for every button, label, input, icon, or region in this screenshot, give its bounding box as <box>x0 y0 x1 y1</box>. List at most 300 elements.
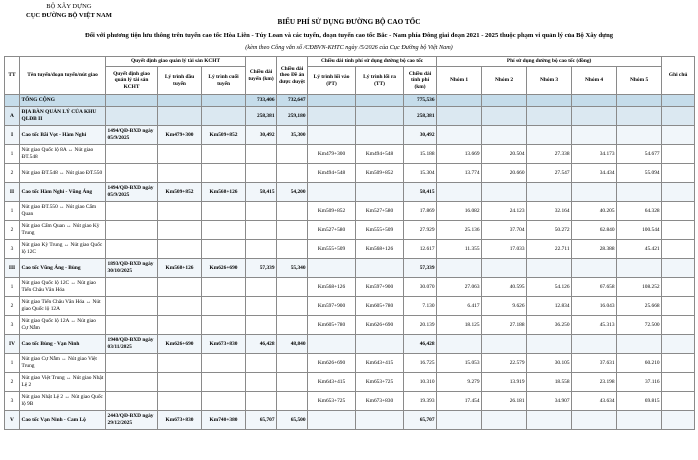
cell-decision <box>106 278 158 297</box>
cell-end: Km673+830 <box>202 335 246 354</box>
col-group-fee: Phí sử dụng đường bộ cao tốc (đồng) <box>437 57 662 67</box>
cell-nhom-2 <box>482 126 527 145</box>
table-row <box>5 221 695 240</box>
cell-nhom-1: 13.774 <box>437 164 482 183</box>
cell-project-length: 65,500 <box>277 411 308 430</box>
cell-project-length <box>277 202 308 221</box>
cell-nhom-2 <box>482 107 527 126</box>
cell-entry <box>308 411 356 430</box>
cell-start <box>158 392 202 411</box>
cell-project-length: 48,840 <box>277 335 308 354</box>
ministry-name: BỘ XÂY DỰNG <box>46 3 92 10</box>
cell-start <box>158 107 202 126</box>
cell-nhom-1 <box>437 335 482 354</box>
cell-nhom-3 <box>527 259 572 278</box>
cell-length <box>246 221 277 240</box>
cell-entry: Km479+300 <box>308 145 356 164</box>
cell-calc-length: 17.869 <box>404 202 437 221</box>
cell-decision: 1494/QĐ-BXD ngày 05/9/2025 <box>106 126 158 145</box>
cell-nhom-5 <box>617 126 662 145</box>
cell-end <box>202 202 246 221</box>
cell-nhom-4: 23.198 <box>572 373 617 392</box>
col-nhom-1: Nhóm 1 <box>437 67 482 95</box>
cell-exit: Km568+126 <box>356 240 404 259</box>
cell-nhom-3 <box>527 183 572 202</box>
cell-project-length <box>277 145 308 164</box>
cell-start <box>158 145 202 164</box>
cell-name: Nút giao ĐT.550 ↔ Nút giao Cẩm Quan <box>20 202 106 221</box>
cell-nhom-2: 26.181 <box>482 392 527 411</box>
cell-decision: 2443/QĐ-BXD ngày 29/12/2025 <box>106 411 158 430</box>
cell-exit <box>356 95 404 107</box>
cell-decision <box>106 392 158 411</box>
cell-nhom-2: 9.626 <box>482 297 527 316</box>
cell-entry: Km626+690 <box>308 354 356 373</box>
cell-nhom-3: 34.907 <box>527 392 572 411</box>
cell-start: Km479+300 <box>158 126 202 145</box>
cell-project-length <box>277 221 308 240</box>
cell-nhom-2: 13.919 <box>482 373 527 392</box>
cell-end <box>202 221 246 240</box>
col-note: Ghi chú <box>662 57 695 95</box>
cell-note <box>662 183 695 202</box>
cell-start <box>158 240 202 259</box>
cell-calc-length: 27.929 <box>404 221 437 240</box>
cell-exit <box>356 126 404 145</box>
table-row <box>5 202 695 221</box>
cell-end <box>202 278 246 297</box>
cell-end: Km740+380 <box>202 411 246 430</box>
cell-nhom-4: 43.634 <box>572 392 617 411</box>
cell-nhom-2: 17.033 <box>482 240 527 259</box>
cell-nhom-1 <box>437 183 482 202</box>
cell-name: TỔNG CỘNG <box>20 95 106 107</box>
cell-note <box>662 392 695 411</box>
cell-entry <box>308 126 356 145</box>
cell-calc-length: 30.070 <box>404 278 437 297</box>
cell-start <box>158 297 202 316</box>
cell-end <box>202 107 246 126</box>
cell-end <box>202 164 246 183</box>
table-row <box>5 240 695 259</box>
cell-name: Nút giao Nhật Lệ 2 ↔ Nút giao Quốc lộ 9B <box>20 392 106 411</box>
cell-decision <box>106 95 158 107</box>
cell-decision <box>106 164 158 183</box>
col-entry: Lý trình lối vào (PT) <box>308 67 356 95</box>
cell-nhom-5: 25.668 <box>617 297 662 316</box>
table-row-route <box>5 183 695 202</box>
cell-nhom-2: 24.123 <box>482 202 527 221</box>
cell-nhom-5: 100.544 <box>617 221 662 240</box>
cell-name: Nút giao Quốc lộ 8A ↔ Nút giao ĐT.548 <box>20 145 106 164</box>
cell-tt: 1 <box>5 278 20 297</box>
cell-nhom-4 <box>572 411 617 430</box>
cell-nhom-2: 22.579 <box>482 354 527 373</box>
cell-decision <box>106 145 158 164</box>
cell-name: Cao tốc Bùng - Vạn Ninh <box>20 335 106 354</box>
cell-length <box>246 316 277 335</box>
cell-start: Km626+690 <box>158 335 202 354</box>
cell-nhom-2 <box>482 183 527 202</box>
cell-nhom-1: 15.053 <box>437 354 482 373</box>
cell-length <box>246 278 277 297</box>
cell-start <box>158 221 202 240</box>
col-group-calc: Chiều dài tính phí sử dụng đường bộ cao tốc <box>308 57 437 67</box>
cell-tt: IV <box>5 335 20 354</box>
cell-end <box>202 95 246 107</box>
cell-nhom-1 <box>437 411 482 430</box>
cell-entry <box>308 259 356 278</box>
cell-nhom-1: 6.417 <box>437 297 482 316</box>
cell-nhom-3: 27.547 <box>527 164 572 183</box>
cell-exit: Km653+725 <box>356 373 404 392</box>
cell-end <box>202 240 246 259</box>
cell-note <box>662 145 695 164</box>
cell-calc-length: 10.310 <box>404 373 437 392</box>
cell-tt: 2 <box>5 297 20 316</box>
cell-entry: Km494+548 <box>308 164 356 183</box>
table-row <box>5 392 695 411</box>
col-decision: Quyết định giao quản lý tài sản KCHT <box>106 67 158 95</box>
cell-start <box>158 202 202 221</box>
cell-entry: Km555+509 <box>308 240 356 259</box>
cell-nhom-5: 69.815 <box>617 392 662 411</box>
cell-nhom-5 <box>617 335 662 354</box>
document-subtitle: Đối với phương tiện lưu thông trên tuyến cao tốc Hòa Liên - Túy Loan và các tuyến, đoạn tuyến cao tốc Bắc - Nam phía Đông giai đoạn 2021 - 2025 thuộc phạm vi quản lý của Bộ Xây dựng <box>84 32 614 39</box>
cell-nhom-4: 67.658 <box>572 278 617 297</box>
cell-nhom-1 <box>437 107 482 126</box>
cell-nhom-3 <box>527 126 572 145</box>
cell-end: Km509+852 <box>202 126 246 145</box>
cell-project-length <box>277 164 308 183</box>
fee-table <box>4 56 695 430</box>
cell-nhom-1: 13.669 <box>437 145 482 164</box>
cell-nhom-3: 22.711 <box>527 240 572 259</box>
cell-length <box>246 145 277 164</box>
cell-project-length: 259,180 <box>277 107 308 126</box>
cell-project-length: 732,647 <box>277 95 308 107</box>
cell-length: 46,428 <box>246 335 277 354</box>
cell-tt: 3 <box>5 240 20 259</box>
cell-nhom-3 <box>527 107 572 126</box>
cell-exit: Km673+830 <box>356 392 404 411</box>
cell-exit <box>356 107 404 126</box>
cell-note <box>662 278 695 297</box>
cell-note <box>662 202 695 221</box>
cell-tt: 3 <box>5 392 20 411</box>
cell-note <box>662 411 695 430</box>
cell-nhom-5: 45.421 <box>617 240 662 259</box>
cell-length <box>246 392 277 411</box>
cell-note <box>662 297 695 316</box>
cell-start: Km509+852 <box>158 183 202 202</box>
cell-calc-length: 57,339 <box>404 259 437 278</box>
cell-exit: Km597+900 <box>356 278 404 297</box>
cell-length <box>246 354 277 373</box>
cell-nhom-5: 72.500 <box>617 316 662 335</box>
cell-length: 733,406 <box>246 95 277 107</box>
cell-end <box>202 316 246 335</box>
cell-nhom-5: 37.116 <box>617 373 662 392</box>
cell-note <box>662 240 695 259</box>
cell-note <box>662 164 695 183</box>
cell-nhom-5: 54.677 <box>617 145 662 164</box>
cell-nhom-2 <box>482 335 527 354</box>
cell-name: Cao tốc Vạn Ninh - Cam Lộ <box>20 411 106 430</box>
cell-nhom-4 <box>572 259 617 278</box>
cell-name: Nút giao Cẩm Quan ↔ Nút giao Kỳ Trung <box>20 221 106 240</box>
cell-name: Nút giao Kỳ Trung ↔ Nút giao Quốc lộ 12C <box>20 240 106 259</box>
cell-tt: 1 <box>5 145 20 164</box>
cell-length: 65,707 <box>246 411 277 430</box>
cell-nhom-3 <box>527 335 572 354</box>
cell-calc-length: 15.188 <box>404 145 437 164</box>
cell-nhom-5: 60.210 <box>617 354 662 373</box>
cell-decision: 1494/QĐ-BXD ngày 05/9/2025 <box>106 183 158 202</box>
cell-nhom-3: 36.250 <box>527 316 572 335</box>
cell-project-length <box>277 240 308 259</box>
cell-entry <box>308 335 356 354</box>
cell-nhom-3: 54.126 <box>527 278 572 297</box>
cell-note <box>662 373 695 392</box>
table-row <box>5 297 695 316</box>
cell-exit <box>356 259 404 278</box>
cell-tt: 2 <box>5 221 20 240</box>
cell-tt: 2 <box>5 373 20 392</box>
col-nhom-2: Nhóm 2 <box>482 67 527 95</box>
table-row <box>5 316 695 335</box>
col-calc-length: Chiều dài tính phí (km) <box>404 67 437 95</box>
col-nhom-4: Nhóm 4 <box>572 67 617 95</box>
cell-nhom-4: 45.313 <box>572 316 617 335</box>
cell-tt: A <box>5 107 20 126</box>
cell-nhom-2 <box>482 95 527 107</box>
col-nhom-5: Nhóm 5 <box>617 67 662 95</box>
document-title: BIỂU PHÍ SỬ DỤNG ĐƯỜNG BỘ CAO TỐC <box>277 18 421 26</box>
cell-length: 30,492 <box>246 126 277 145</box>
cell-tt: 1 <box>5 354 20 373</box>
cell-project-length <box>277 392 308 411</box>
cell-decision <box>106 221 158 240</box>
cell-exit: Km494+548 <box>356 145 404 164</box>
cell-end <box>202 392 246 411</box>
cell-note <box>662 354 695 373</box>
cell-length <box>246 373 277 392</box>
cell-entry: Km597+900 <box>308 297 356 316</box>
cell-decision <box>106 107 158 126</box>
cell-tt: 2 <box>5 164 20 183</box>
cell-calc-length: 12.617 <box>404 240 437 259</box>
cell-calc-length: 16.725 <box>404 354 437 373</box>
cell-exit: Km527+580 <box>356 202 404 221</box>
cell-nhom-1 <box>437 259 482 278</box>
cell-entry: Km605+780 <box>308 316 356 335</box>
cell-entry: Km653+725 <box>308 392 356 411</box>
cell-exit: Km626+690 <box>356 316 404 335</box>
cell-name: Nút giao Quốc lộ 12A ↔ Nút giao Cự Nẫm <box>20 316 106 335</box>
cell-start <box>158 164 202 183</box>
table-row <box>5 278 695 297</box>
cell-decision <box>106 202 158 221</box>
cell-length <box>246 240 277 259</box>
cell-exit <box>356 335 404 354</box>
col-name: Tên tuyến/đoạn tuyến/nút giao <box>20 57 106 95</box>
cell-decision <box>106 297 158 316</box>
cell-end: Km626+690 <box>202 259 246 278</box>
cell-nhom-5 <box>617 107 662 126</box>
table-row-route <box>5 335 695 354</box>
cell-tt: 3 <box>5 316 20 335</box>
cell-end <box>202 297 246 316</box>
cell-start <box>158 95 202 107</box>
cell-name: Cao tốc Bãi Vọt - Hàm Nghi <box>20 126 106 145</box>
cell-nhom-1: 17.454 <box>437 392 482 411</box>
table-row <box>5 373 695 392</box>
table-row-route <box>5 259 695 278</box>
cell-start <box>158 373 202 392</box>
cell-project-length <box>277 297 308 316</box>
cell-note <box>662 221 695 240</box>
cell-name: Nút giao Quốc lộ 12C ↔ Nút giao Tiến Châu Văn Hóa <box>20 278 106 297</box>
cell-nhom-4: 28.388 <box>572 240 617 259</box>
cell-nhom-4 <box>572 335 617 354</box>
cell-nhom-1: 25.136 <box>437 221 482 240</box>
cell-note <box>662 335 695 354</box>
cell-entry <box>308 107 356 126</box>
col-end: Lý trình cuối tuyến <box>202 67 246 95</box>
cell-project-length <box>277 316 308 335</box>
cell-nhom-2: 27.188 <box>482 316 527 335</box>
cell-nhom-5 <box>617 259 662 278</box>
cell-decision <box>106 373 158 392</box>
cell-tt: 1 <box>5 202 20 221</box>
cell-nhom-5 <box>617 95 662 107</box>
cell-start <box>158 316 202 335</box>
cell-nhom-4: 37.631 <box>572 354 617 373</box>
cell-name: Nút giao Cự Nẫm ↔ Nút giao Việt Trung <box>20 354 106 373</box>
cell-nhom-3 <box>527 411 572 430</box>
cell-nhom-5: 64.328 <box>617 202 662 221</box>
cell-tt: III <box>5 259 20 278</box>
col-group-kcht: Quyết định giao quản lý tài sản KCHT <box>106 57 246 67</box>
cell-entry: Km509+852 <box>308 202 356 221</box>
cell-nhom-1 <box>437 95 482 107</box>
cell-note <box>662 126 695 145</box>
cell-note <box>662 95 695 107</box>
cell-nhom-4: 40.205 <box>572 202 617 221</box>
cell-tt <box>5 95 20 107</box>
cell-calc-length: 58,415 <box>404 183 437 202</box>
cell-nhom-4 <box>572 107 617 126</box>
cell-project-length <box>277 373 308 392</box>
col-start: Lý trình đầu tuyến <box>158 67 202 95</box>
cell-exit: Km643+415 <box>356 354 404 373</box>
cell-nhom-1: 18.125 <box>437 316 482 335</box>
table-row-route <box>5 411 695 430</box>
cell-exit: Km509+852 <box>356 164 404 183</box>
cell-decision <box>106 316 158 335</box>
cell-name: Nút giao ĐT.548 ↔ Nút giao ĐT.550 <box>20 164 106 183</box>
cell-nhom-5 <box>617 411 662 430</box>
cell-name: Cao tốc Vũng Áng - Bùng <box>20 259 106 278</box>
cell-note <box>662 107 695 126</box>
cell-name: Nút giao Việt Trung ↔ Nút giao Nhật Lệ 2 <box>20 373 106 392</box>
cell-entry: Km527+580 <box>308 221 356 240</box>
cell-nhom-5 <box>617 183 662 202</box>
cell-nhom-3: 18.558 <box>527 373 572 392</box>
cell-nhom-3: 32.164 <box>527 202 572 221</box>
cell-calc-length: 65,707 <box>404 411 437 430</box>
cell-decision: 1893/QĐ-BXD ngày 30/10/2025 <box>106 259 158 278</box>
cell-project-length: 54,200 <box>277 183 308 202</box>
cell-calc-length: 30,492 <box>404 126 437 145</box>
cell-project-length <box>277 278 308 297</box>
table-row <box>5 145 695 164</box>
cell-calc-length: 258,381 <box>404 107 437 126</box>
cell-nhom-4: 34.173 <box>572 145 617 164</box>
cell-calc-length: 15.304 <box>404 164 437 183</box>
cell-exit: Km605+780 <box>356 297 404 316</box>
cell-length: 58,415 <box>246 183 277 202</box>
cell-start: Km568+126 <box>158 259 202 278</box>
cell-nhom-4 <box>572 126 617 145</box>
cell-project-length: 55,340 <box>277 259 308 278</box>
col-exit: Lý trình lối ra (TT) <box>356 67 404 95</box>
cell-name: ĐỊA BÀN QUẢN LÝ CỦA KHU QLĐB II <box>20 107 106 126</box>
col-length: Chiều dài tuyến (km) <box>246 57 277 95</box>
cell-calc-length: 7.130 <box>404 297 437 316</box>
cell-exit <box>356 183 404 202</box>
cell-end <box>202 354 246 373</box>
cell-start: Km673+830 <box>158 411 202 430</box>
cell-entry: Km568+126 <box>308 278 356 297</box>
cell-note <box>662 316 695 335</box>
cell-nhom-3: 27.338 <box>527 145 572 164</box>
cell-calc-length: 19.393 <box>404 392 437 411</box>
cell-length: 258,381 <box>246 107 277 126</box>
cell-entry <box>308 95 356 107</box>
col-project-length: Chiều dài theo Đề án được duyệt <box>277 57 308 95</box>
cell-nhom-2: 20.504 <box>482 145 527 164</box>
cell-tt: II <box>5 183 20 202</box>
cell-nhom-2: 40.595 <box>482 278 527 297</box>
cell-name: Nút giao Tiến Châu Văn Hóa ↔ Nút giao Quốc lộ 12A <box>20 297 106 316</box>
cell-nhom-1: 9.279 <box>437 373 482 392</box>
cell-nhom-2 <box>482 411 527 430</box>
cell-tt: I <box>5 126 20 145</box>
table-row <box>5 354 695 373</box>
cell-nhom-4 <box>572 95 617 107</box>
cell-decision: 1940/QĐ-BXD ngày 03/11/2025 <box>106 335 158 354</box>
col-tt: TT <box>5 57 20 95</box>
cell-length <box>246 164 277 183</box>
cell-tt: V <box>5 411 20 430</box>
cell-nhom-1: 27.063 <box>437 278 482 297</box>
cell-calc-length: 775,536 <box>404 95 437 107</box>
cell-exit: Km555+509 <box>356 221 404 240</box>
cell-start <box>158 354 202 373</box>
col-nhom-3: Nhóm 3 <box>527 67 572 95</box>
cell-nhom-3: 50.272 <box>527 221 572 240</box>
cell-nhom-4: 16.043 <box>572 297 617 316</box>
cell-nhom-3: 30.105 <box>527 354 572 373</box>
cell-nhom-4: 62.840 <box>572 221 617 240</box>
document-reference-note: (kèm theo Công văn số /CĐBVN-KHTC ngày /5/2026 của Cục Đường bộ Việt Nam) <box>245 44 453 51</box>
cell-calc-length: 20.139 <box>404 316 437 335</box>
cell-start <box>158 278 202 297</box>
agency-name: CỤC ĐƯỜNG BỘ VIỆT NAM <box>26 12 112 19</box>
cell-project-length <box>277 354 308 373</box>
